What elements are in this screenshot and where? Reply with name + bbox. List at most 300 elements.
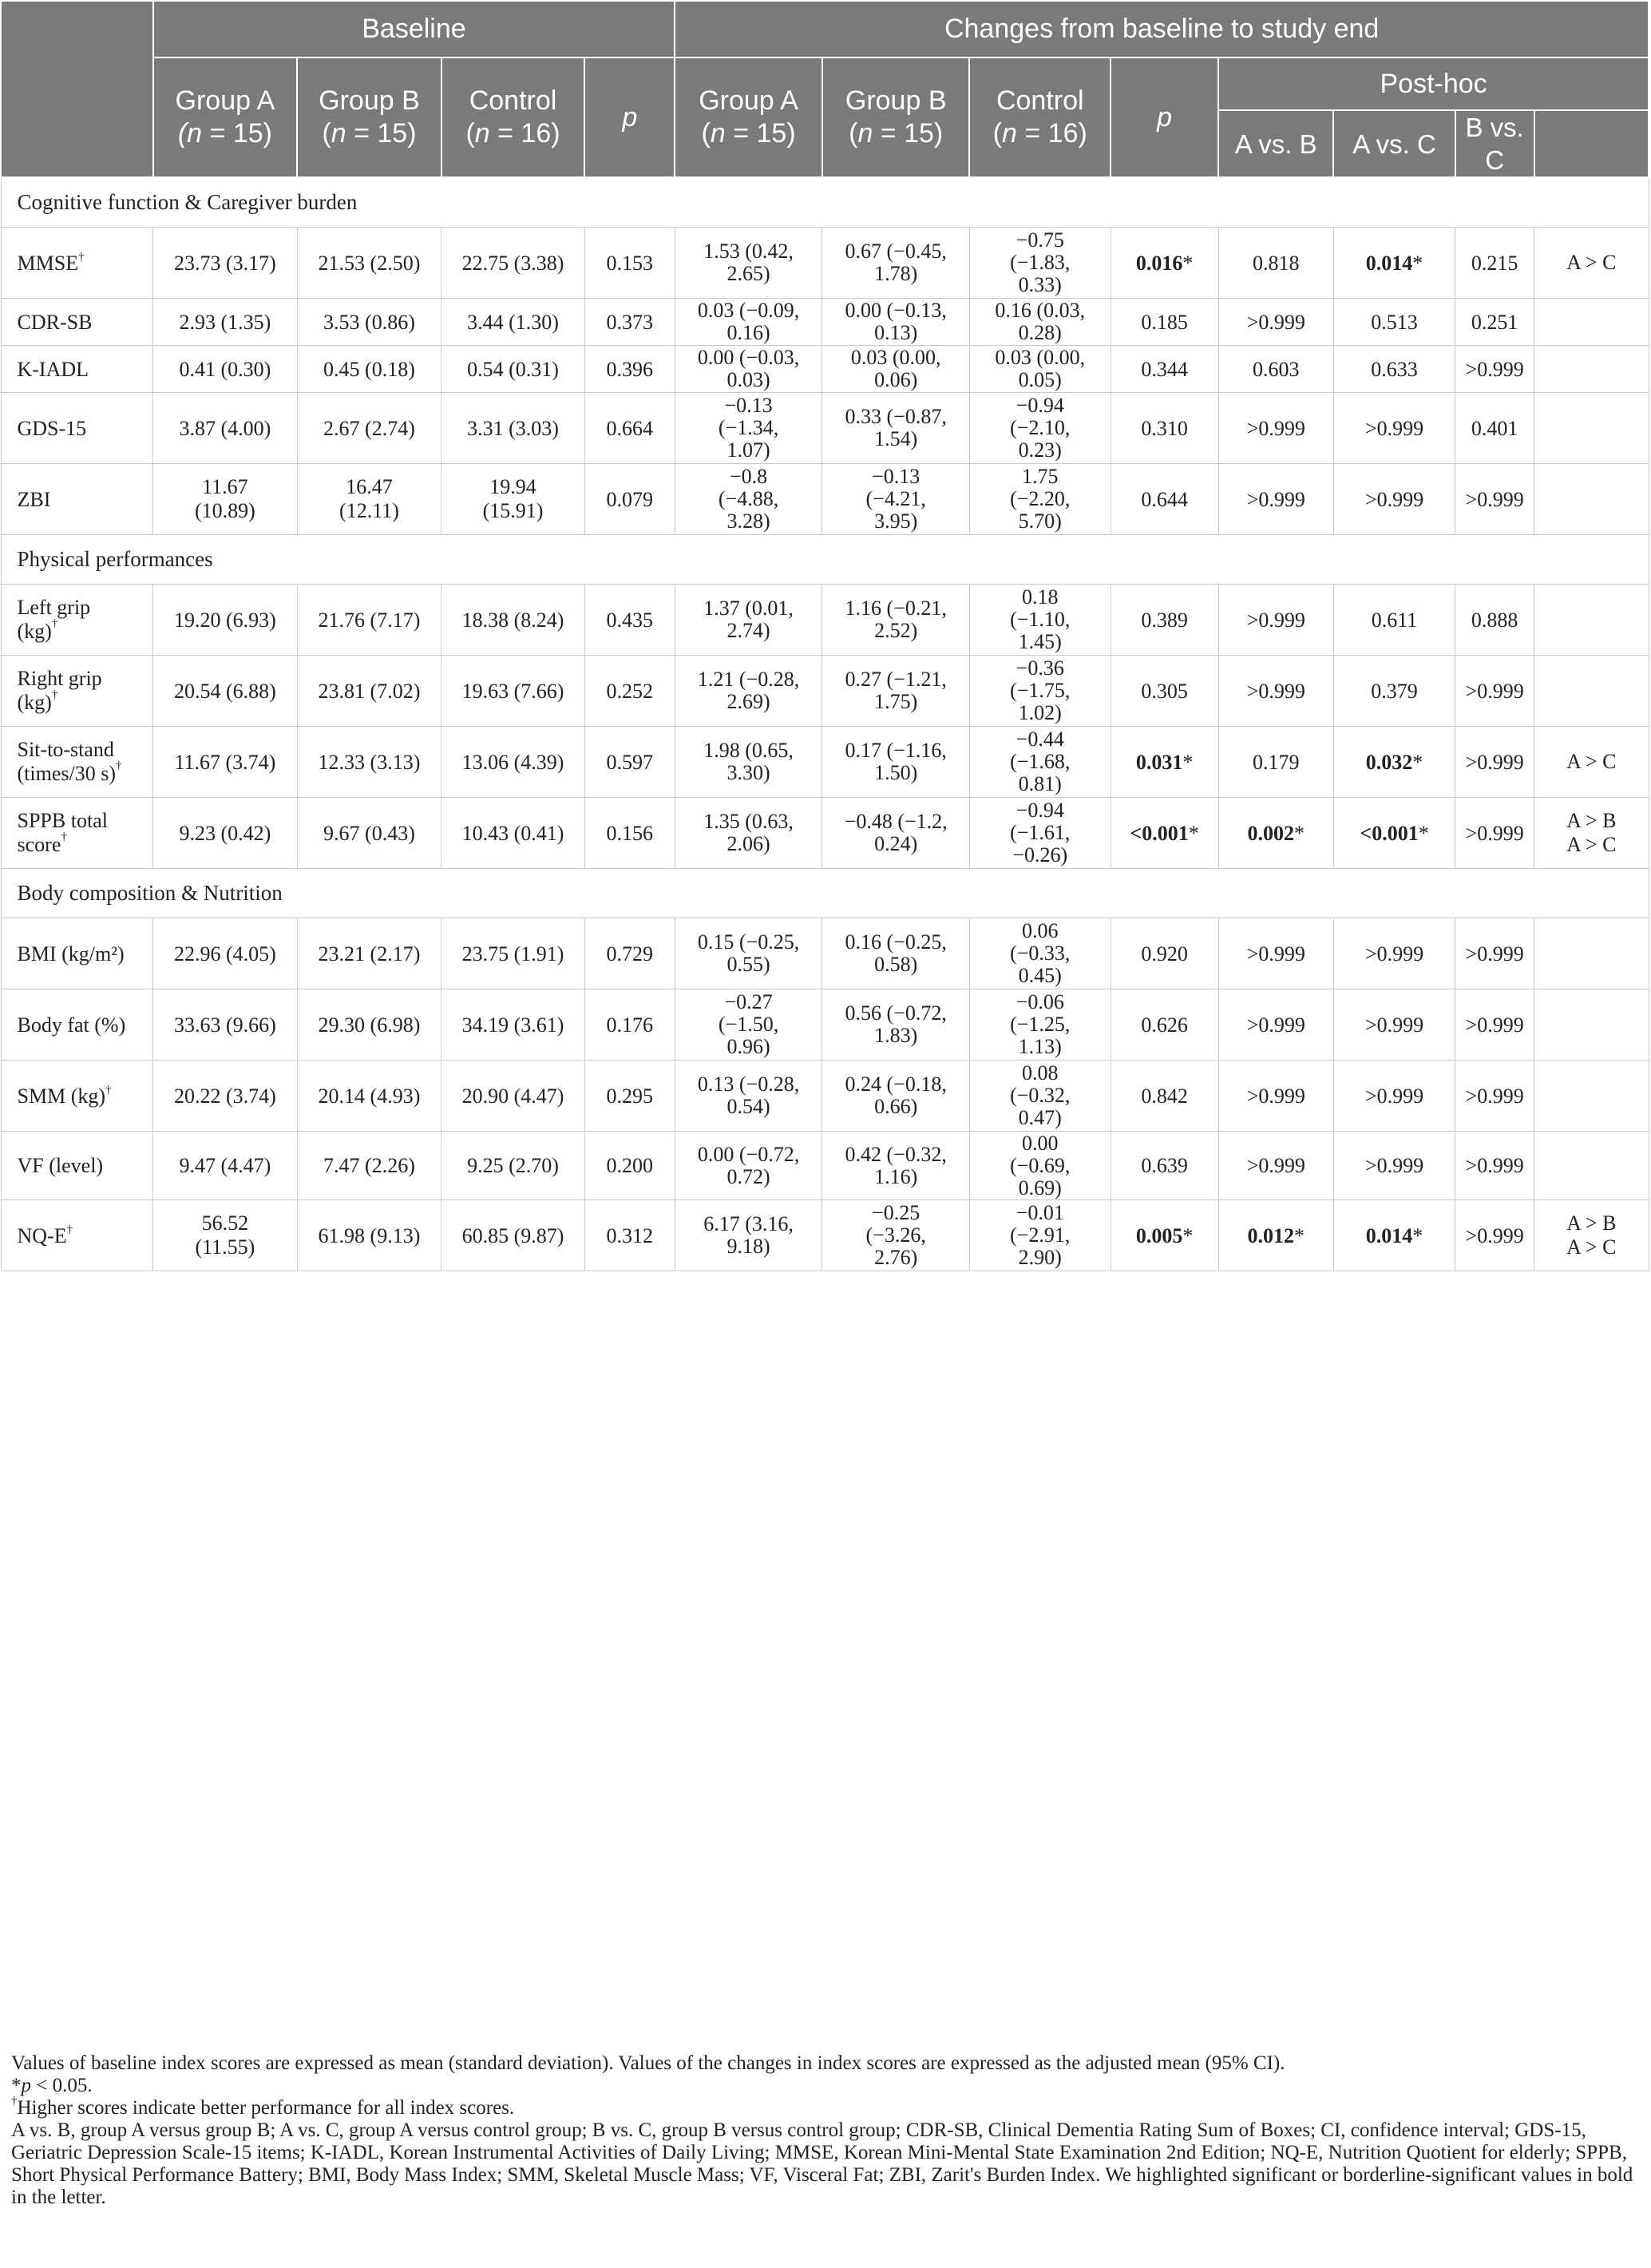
- change-control-line: 2.90): [1018, 1246, 1062, 1269]
- change-group-b-line: 0.58): [874, 953, 918, 976]
- row-label-line: SMM (kg)†: [17, 1083, 112, 1108]
- change-group-b-line: 0.13): [874, 321, 918, 344]
- change-group-a-cell: [675, 1200, 822, 1271]
- posthoc-a-vs-c-value: 0.032: [1365, 750, 1413, 774]
- change-control-line: 0.16 (0.03,: [995, 299, 1086, 322]
- posthoc-a-vs-c-cell: >0.999: [1333, 918, 1455, 989]
- posthoc-b-vs-c-cell: >0.999: [1455, 1132, 1534, 1200]
- baseline-group-b-line: 29.30 (6.98): [318, 1013, 421, 1037]
- table-row: [1, 727, 1649, 798]
- change-group-a-cell: [675, 585, 822, 656]
- header-n-b: (n = 15): [322, 118, 417, 149]
- baseline-group-a-cell: [153, 228, 298, 299]
- baseline-group-a-line: 11.67 (3.74): [174, 750, 276, 774]
- change-control-line: 0.08: [1021, 1061, 1059, 1084]
- change-group-b-line: 2.52): [874, 619, 918, 642]
- dagger-mark: †: [78, 250, 85, 264]
- row-label: [1, 656, 153, 727]
- posthoc-summary-cell: [1534, 1132, 1649, 1200]
- header-changes: Changes from baseline to study end: [675, 1, 1649, 57]
- footnote-abbreviations: A vs. B, group A versus group B; A vs. C, group A versus control group; B vs. C, group B versus control group; CDR-SB, Clinical Dementia Rating Sum of Boxes; CI, confidence interval; GDS-15, Geriatric Depression Scale-15 items; K-IADL, Korean Instrumental Activities of Daily Living; MMSE, Korean Mini-Mental State Examination 2nd Edition; NQ-E, Nutrition Quotient for elderly; SPPB, Short Physical Performance Battery; BMI, Body Mass Index; SMM, Skeletal Muscle Mass; VF, Visceral Fat; ZBI, Zarit's Burden Index. We highlighted significant or borderline-significant values in bold in the letter.: [11, 2119, 1633, 2208]
- change-control-line: 0.47): [1018, 1106, 1062, 1129]
- dagger-mark: †: [61, 831, 67, 843]
- baseline-group-a-cell: [153, 1200, 298, 1271]
- change-group-a-cell: [675, 989, 822, 1061]
- posthoc-b-vs-c-cell: >0.999: [1455, 346, 1534, 393]
- dagger-mark: †: [51, 688, 58, 701]
- baseline-control-line: 20.90 (4.47): [461, 1084, 564, 1108]
- change-group-a-line: (−1.34,: [718, 416, 779, 439]
- baseline-group-b-cell: [297, 989, 441, 1061]
- posthoc-summary-cell: [1534, 393, 1649, 464]
- change-control-line: 1.13): [1018, 1035, 1062, 1058]
- significance-asterisk: *: [1182, 750, 1194, 774]
- header-a-vs-b: A vs. B: [1218, 110, 1333, 177]
- row-label: [1, 918, 153, 989]
- table-row: [1, 346, 1649, 393]
- baseline-p-cell: 0.156: [584, 798, 675, 869]
- change-control-line: (−2.91,: [1010, 1223, 1071, 1247]
- posthoc-a-vs-c-value: <0.001: [1360, 821, 1419, 845]
- posthoc-summary-cell: [1534, 299, 1649, 346]
- change-group-b-cell: [822, 798, 970, 869]
- baseline-group-a-cell: [153, 727, 298, 798]
- change-p-cell: 0.185: [1111, 299, 1218, 346]
- change-control-line: −0.94: [1016, 394, 1064, 417]
- baseline-control-line: 13.06 (4.39): [461, 750, 564, 774]
- change-group-a-line: (−4.88,: [718, 487, 779, 510]
- posthoc-a-vs-c-cell: [1333, 798, 1455, 869]
- baseline-control-line: 34.19 (3.61): [461, 1013, 564, 1037]
- change-group-a-line: −0.13: [724, 394, 773, 417]
- change-group-b-line: 0.56 (−0.72,: [845, 1001, 947, 1025]
- row-label-line: BMI (kg/m²): [17, 942, 125, 965]
- posthoc-a-vs-b-cell: 0.179: [1218, 727, 1333, 798]
- baseline-group-b-cell: [297, 1132, 441, 1200]
- baseline-group-a-line: 56.52: [201, 1211, 249, 1235]
- change-group-b-line: 0.27 (−1.21,: [845, 668, 947, 691]
- change-p-value: 0.031: [1135, 750, 1183, 774]
- posthoc-summary-cell: [1534, 464, 1649, 535]
- baseline-control-cell: [441, 989, 585, 1061]
- table-row: [1, 464, 1649, 535]
- change-group-a-line: 1.21 (−0.28,: [697, 668, 800, 691]
- row-label: [1, 346, 153, 393]
- baseline-group-a-line: 20.54 (6.88): [174, 679, 276, 703]
- row-label-line: K-IADL: [17, 357, 89, 381]
- change-group-a-line: 0.72): [727, 1164, 770, 1188]
- change-group-b-line: 3.95): [874, 510, 918, 533]
- posthoc-summary-line: A > C: [1566, 1235, 1617, 1259]
- change-p-cell: 0.305: [1111, 656, 1218, 727]
- change-p-cell: [1111, 1200, 1218, 1271]
- baseline-p-cell: 0.153: [584, 228, 675, 299]
- change-group-a-line: 3.28): [727, 510, 770, 533]
- header-a-vs-c: A vs. C: [1333, 110, 1455, 177]
- change-control-line: 0.45): [1018, 964, 1062, 987]
- posthoc-a-vs-c-cell: [1333, 1200, 1455, 1271]
- baseline-p-cell: 0.597: [584, 727, 675, 798]
- change-group-a-cell: [675, 228, 822, 299]
- table-footnotes: [11, 2052, 1640, 2209]
- posthoc-summary-line: A > C: [1566, 750, 1617, 773]
- posthoc-a-vs-c-cell: >0.999: [1333, 1132, 1455, 1200]
- baseline-control-cell: [441, 918, 585, 989]
- header-n-c: (n = 16): [465, 118, 560, 149]
- baseline-group-b-cell: [297, 727, 441, 798]
- change-control-cell: [969, 464, 1111, 535]
- change-group-b-line: 0.03 (0.00,: [850, 346, 941, 369]
- change-group-b-line: 0.67 (−0.45,: [845, 240, 947, 263]
- baseline-group-b-cell: [297, 1061, 441, 1132]
- posthoc-a-vs-b-value: 0.012: [1247, 1223, 1295, 1247]
- change-group-a-cell: [675, 346, 822, 393]
- posthoc-summary-line: A > C: [1566, 251, 1617, 274]
- change-group-b-line: (−3.26,: [865, 1223, 926, 1247]
- posthoc-a-vs-c-cell: 0.633: [1333, 346, 1455, 393]
- change-group-a-line: 2.74): [727, 619, 770, 642]
- baseline-control-cell: [441, 798, 585, 869]
- baseline-group-b-cell: [297, 393, 441, 464]
- baseline-control-cell: [441, 1200, 585, 1271]
- header-baseline-p: p: [584, 57, 675, 177]
- change-group-a-line: 2.65): [727, 262, 770, 285]
- row-label-line: Right grip: [17, 667, 102, 690]
- change-group-a-line: 0.16): [727, 321, 770, 344]
- baseline-control-line: 3.31 (3.03): [467, 416, 559, 440]
- posthoc-a-vs-b-cell: >0.999: [1218, 918, 1333, 989]
- change-group-a-line: 0.03 (−0.09,: [697, 299, 800, 322]
- change-group-b-cell: [822, 585, 970, 656]
- change-control-line: 1.45): [1018, 630, 1062, 653]
- change-group-a-line: −0.8: [730, 465, 768, 488]
- row-label: [1, 299, 153, 346]
- baseline-group-b-line: 21.53 (2.50): [318, 251, 421, 275]
- posthoc-a-vs-b-cell: >0.999: [1218, 299, 1333, 346]
- table-row: [1, 585, 1649, 656]
- baseline-group-b-cell: [297, 228, 441, 299]
- change-group-a-line: 1.07): [727, 438, 770, 462]
- baseline-group-b-line: (12.11): [339, 499, 399, 522]
- posthoc-a-vs-c-cell: 0.379: [1333, 656, 1455, 727]
- change-group-a-line: 3.30): [727, 761, 770, 784]
- change-group-b-line: 0.42 (−0.32,: [845, 1142, 947, 1166]
- change-control-line: (−1.68,: [1010, 750, 1071, 773]
- posthoc-summary-line: A > B: [1566, 1211, 1617, 1235]
- baseline-group-b-line: 61.98 (9.13): [318, 1223, 421, 1247]
- change-p-cell: 0.344: [1111, 346, 1218, 393]
- significance-asterisk: *: [1418, 821, 1429, 845]
- header-n-a: (n = 15): [177, 118, 272, 149]
- posthoc-summary-cell: [1534, 656, 1649, 727]
- change-control-line: (−2.10,: [1010, 416, 1071, 439]
- change-control-line: (−1.61,: [1010, 821, 1071, 844]
- change-group-a-line: 0.55): [727, 953, 770, 976]
- change-group-b-cell: [822, 228, 970, 299]
- table-row: [1, 1132, 1649, 1200]
- baseline-group-a-cell: [153, 299, 298, 346]
- change-group-a-cell: [675, 798, 822, 869]
- change-control-line: (−2.20,: [1010, 487, 1071, 510]
- baseline-group-a-line: (10.89): [195, 499, 255, 522]
- baseline-group-a-line: 22.96 (4.05): [174, 942, 276, 965]
- baseline-group-a-cell: [153, 656, 298, 727]
- row-label-line: (kg)†: [17, 617, 58, 643]
- baseline-group-a-cell: [153, 585, 298, 656]
- table-row: [1, 1200, 1649, 1271]
- baseline-control-cell: [441, 1061, 585, 1132]
- baseline-group-b-line: 2.67 (2.74): [323, 416, 415, 440]
- change-p-cell: [1111, 798, 1218, 869]
- change-p-cell: 0.639: [1111, 1132, 1218, 1200]
- change-group-b-line: 1.50): [874, 761, 918, 784]
- change-group-b-line: 1.16 (−0.21,: [845, 597, 947, 620]
- posthoc-b-vs-c-cell: >0.999: [1455, 918, 1534, 989]
- baseline-group-a-line: 11.67: [202, 475, 248, 498]
- change-control-line: −0.94: [1016, 799, 1064, 822]
- change-group-b-line: 0.00 (−0.13,: [845, 299, 947, 322]
- posthoc-a-vs-c-cell: >0.999: [1333, 1061, 1455, 1132]
- change-control-line: 0.03 (0.00,: [995, 346, 1086, 369]
- header-b-vs-c: B vs. C: [1455, 110, 1534, 177]
- row-label: [1, 393, 153, 464]
- header-posthoc: Post-hoc: [1218, 57, 1649, 110]
- change-group-b-line: 0.17 (−1.16,: [845, 739, 947, 762]
- posthoc-a-vs-b-cell: >0.999: [1218, 656, 1333, 727]
- change-control-cell: [969, 393, 1111, 464]
- section-title: Physical performances: [1, 535, 1649, 585]
- baseline-p-cell: 0.435: [584, 585, 675, 656]
- baseline-group-b-line: 23.81 (7.02): [318, 679, 421, 703]
- section-title: Cognitive function & Caregiver burden: [1, 177, 1649, 228]
- dagger-mark: †: [51, 617, 58, 630]
- baseline-control-line: 60.85 (9.87): [461, 1223, 564, 1247]
- table-row: [1, 228, 1649, 299]
- baseline-group-b-cell: [297, 798, 441, 869]
- baseline-group-a-line: (11.55): [195, 1235, 255, 1259]
- change-group-b-line: −0.25: [872, 1201, 921, 1224]
- row-label: [1, 464, 153, 535]
- change-group-b-line: (−4.21,: [865, 487, 926, 510]
- change-control-cell: [969, 656, 1111, 727]
- change-group-b-cell: [822, 1132, 970, 1200]
- dagger-mark: †: [66, 1223, 73, 1236]
- change-group-b-line: 1.78): [874, 262, 918, 285]
- posthoc-b-vs-c-cell: >0.999: [1455, 656, 1534, 727]
- baseline-control-line: 18.38 (8.24): [461, 608, 564, 632]
- posthoc-a-vs-c-cell: >0.999: [1333, 393, 1455, 464]
- change-group-a-line: 2.06): [727, 832, 770, 855]
- change-control-line: −0.44: [1016, 728, 1064, 751]
- baseline-control-line: 3.44 (1.30): [467, 310, 559, 334]
- row-label-line: Sit-to-stand: [17, 738, 114, 761]
- row-label: [1, 798, 153, 869]
- posthoc-a-vs-c-cell: 0.611: [1333, 585, 1455, 656]
- posthoc-b-vs-c-cell: >0.999: [1455, 1200, 1534, 1271]
- change-control-line: 0.23): [1018, 438, 1062, 462]
- baseline-control-line: 19.63 (7.66): [461, 679, 564, 703]
- change-control-line: 0.18: [1021, 585, 1059, 609]
- significance-asterisk: *: [1182, 1223, 1194, 1247]
- significance-asterisk: *: [1188, 821, 1199, 845]
- change-control-line: (−1.10,: [1010, 608, 1071, 631]
- posthoc-b-vs-c-cell: >0.999: [1455, 798, 1534, 869]
- row-label-line: SPPB total: [17, 809, 108, 832]
- posthoc-b-vs-c-cell: >0.999: [1455, 464, 1534, 535]
- footnote-dagger: †Higher scores indicate better performance for all index scores.: [11, 2095, 515, 2119]
- change-group-a-cell: [675, 299, 822, 346]
- change-control-line: 0.00: [1021, 1131, 1059, 1155]
- change-control-line: −0.36: [1016, 656, 1064, 680]
- posthoc-b-vs-c-cell: 0.888: [1455, 585, 1534, 656]
- row-label-line: score†: [17, 831, 67, 856]
- change-control-cell: [969, 1061, 1111, 1132]
- change-p-value: 0.016: [1135, 251, 1183, 275]
- baseline-control-line: 19.94: [489, 475, 536, 498]
- change-control-line: (−0.33,: [1010, 942, 1071, 965]
- significance-asterisk: *: [1182, 251, 1194, 275]
- change-group-a-cell: [675, 464, 822, 535]
- section-header-row: [1, 177, 1649, 228]
- section-header-row: [1, 535, 1649, 585]
- change-control-line: (−1.75,: [1010, 679, 1071, 702]
- change-control-line: 0.06: [1021, 919, 1059, 942]
- change-group-a-line: 1.35 (0.63,: [703, 810, 794, 833]
- baseline-control-cell: [441, 346, 585, 393]
- baseline-group-a-line: 33.63 (9.66): [174, 1013, 276, 1037]
- row-label-line: Body fat (%): [17, 1013, 126, 1037]
- change-group-a-line: 0.54): [727, 1095, 770, 1118]
- change-p-cell: 0.644: [1111, 464, 1218, 535]
- change-group-b-cell: [822, 656, 970, 727]
- change-group-b-cell: [822, 393, 970, 464]
- header-baseline: Baseline: [153, 1, 675, 57]
- significance-asterisk: *: [1294, 821, 1305, 845]
- baseline-control-line: 9.25 (2.70): [467, 1154, 559, 1177]
- table-row: [1, 798, 1649, 869]
- posthoc-a-vs-b-cell: >0.999: [1218, 464, 1333, 535]
- posthoc-summary-cell: [1534, 228, 1649, 299]
- posthoc-summary-cell: [1534, 585, 1649, 656]
- header-baseline-group-a: Group A (n = 15): [153, 57, 298, 177]
- row-label: [1, 1132, 153, 1200]
- change-group-b-line: 1.75): [874, 690, 918, 713]
- header-change-group-a: Group A (n = 15): [675, 57, 822, 177]
- baseline-group-b-line: 0.45 (0.18): [323, 357, 415, 381]
- baseline-p-cell: 0.200: [584, 1132, 675, 1200]
- dagger-mark: †: [105, 1083, 112, 1096]
- change-control-line: −0.06: [1016, 990, 1064, 1013]
- baseline-group-b-cell: [297, 656, 441, 727]
- baseline-group-a-line: 3.87 (4.00): [179, 416, 271, 440]
- row-label-line: Left grip: [17, 596, 91, 619]
- baseline-group-a-cell: [153, 1132, 298, 1200]
- header-change-p: p: [1111, 57, 1218, 177]
- dagger-mark: †: [116, 759, 122, 772]
- change-control-line: 5.70): [1018, 510, 1062, 533]
- change-group-b-line: 0.24 (−0.18,: [845, 1073, 947, 1096]
- baseline-control-line: 22.75 (3.38): [461, 251, 564, 275]
- posthoc-summary-cell: [1534, 1200, 1649, 1271]
- row-label-line: (times/30 s)†: [17, 759, 122, 785]
- posthoc-a-vs-b-cell: >0.999: [1218, 1061, 1333, 1132]
- baseline-group-a-cell: [153, 1061, 298, 1132]
- change-control-line: 1.02): [1018, 701, 1062, 724]
- baseline-group-a-line: 0.41 (0.30): [179, 357, 271, 381]
- table-row: [1, 299, 1649, 346]
- change-group-a-cell: [675, 393, 822, 464]
- baseline-p-cell: 0.312: [584, 1200, 675, 1271]
- baseline-control-line: (15.91): [482, 499, 544, 522]
- change-group-b-cell: [822, 464, 970, 535]
- baseline-group-a-line: 23.73 (3.17): [174, 251, 276, 275]
- change-group-a-line: −0.27: [724, 990, 773, 1013]
- baseline-p-cell: 0.373: [584, 299, 675, 346]
- table-row: [1, 918, 1649, 989]
- change-group-a-line: 9.18): [727, 1235, 770, 1258]
- change-control-line: (−0.32,: [1010, 1084, 1071, 1107]
- change-group-a-line: 0.00 (−0.03,: [697, 346, 800, 369]
- posthoc-a-vs-b-cell: >0.999: [1218, 585, 1333, 656]
- change-group-a-line: 0.13 (−0.28,: [697, 1073, 800, 1096]
- section-title: Body composition & Nutrition: [1, 869, 1649, 918]
- change-group-b-cell: [822, 346, 970, 393]
- posthoc-b-vs-c-cell: 0.215: [1455, 228, 1534, 299]
- change-group-a-cell: [675, 918, 822, 989]
- row-label-line: VF (level): [17, 1154, 104, 1177]
- posthoc-a-vs-c-cell: >0.999: [1333, 464, 1455, 535]
- change-p-cell: 0.626: [1111, 989, 1218, 1061]
- change-group-b-cell: [822, 989, 970, 1061]
- posthoc-summary-line: A > B: [1566, 809, 1617, 832]
- posthoc-summary-cell: [1534, 989, 1649, 1061]
- change-p-value: <0.001: [1130, 821, 1189, 845]
- baseline-group-a-line: 19.20 (6.93): [174, 608, 276, 632]
- change-group-b-line: 0.24): [874, 832, 918, 855]
- posthoc-a-vs-c-value: 0.014: [1365, 1223, 1413, 1247]
- baseline-group-b-line: 12.33 (3.13): [318, 750, 421, 774]
- row-label: [1, 1200, 153, 1271]
- row-label: [1, 1061, 153, 1132]
- posthoc-summary-cell: [1534, 727, 1649, 798]
- posthoc-a-vs-c-cell: [1333, 727, 1455, 798]
- baseline-control-line: 10.43 (0.41): [461, 821, 564, 845]
- baseline-group-a-line: 9.47 (4.47): [179, 1154, 271, 1177]
- row-label-line: MMSE†: [17, 250, 85, 275]
- posthoc-b-vs-c-cell: 0.401: [1455, 393, 1534, 464]
- change-control-line: 0.69): [1018, 1176, 1062, 1199]
- baseline-group-b-cell: [297, 918, 441, 989]
- change-control-line: −0.01: [1016, 1201, 1064, 1224]
- baseline-group-a-cell: [153, 989, 298, 1061]
- change-control-cell: [969, 798, 1111, 869]
- baseline-group-a-line: 9.23 (0.42): [179, 821, 271, 845]
- baseline-group-a-cell: [153, 464, 298, 535]
- section-header-row: [1, 869, 1649, 918]
- posthoc-a-vs-b-cell: [1218, 798, 1333, 869]
- change-group-b-line: 0.16 (−0.25,: [845, 930, 947, 954]
- table-row: [1, 656, 1649, 727]
- change-p-cell: [1111, 228, 1218, 299]
- baseline-group-a-cell: [153, 798, 298, 869]
- table-row: [1, 1061, 1649, 1132]
- row-label: [1, 585, 153, 656]
- header-baseline-control: Control (n = 16): [441, 57, 585, 177]
- change-group-b-line: 2.76): [874, 1246, 918, 1269]
- baseline-group-b-line: 20.14 (4.93): [318, 1084, 421, 1108]
- posthoc-b-vs-c-cell: >0.999: [1455, 989, 1534, 1061]
- header-change-group-b: Group B (n = 15): [822, 57, 970, 177]
